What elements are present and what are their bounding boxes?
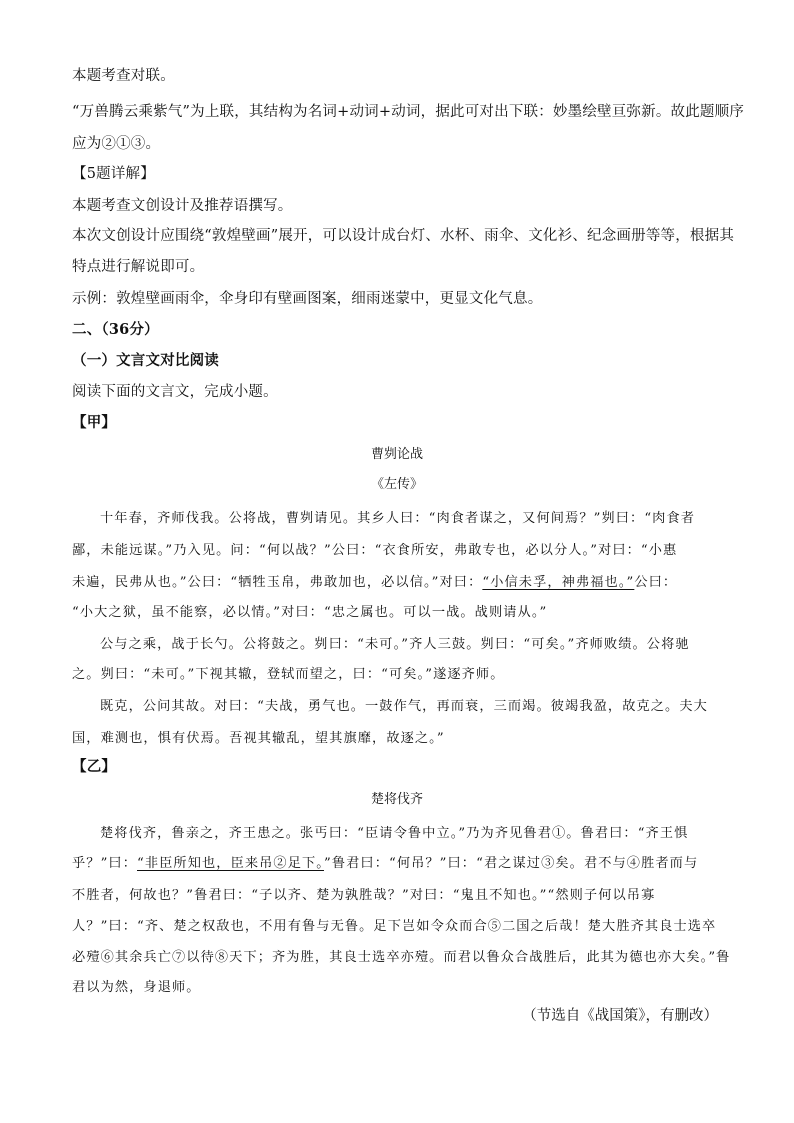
underlined-sentence: “非臣所知也，臣来吊②足下。 [137,856,324,871]
text-line: 本题考查对联。 [72,68,175,84]
passage-title-jia: 曹刿论战 [370,447,423,462]
subsection-heading: （一）文言文对比阅读 [72,352,219,369]
passage-line: 公与之乘，战于长勺。公将鼓之。刿曰：“未可。”齐人三鼓。刿曰：“可矣。”齐师败绩。公将驰 [100,637,690,652]
passage-line [72,571,677,590]
passage-line: 楚将伐齐，鲁亲之，齐王患之。张丐曰：“臣请令鲁中立。”乃为齐见鲁君①。鲁君曰：“齐王惧 [100,826,689,841]
underlined-sentence: “小信未孚，神弗福也。” [482,575,635,590]
passage-title-yi: 楚将伐齐 [370,792,423,807]
passage-text: 公曰： [634,575,678,590]
passage-line: 既克，公问其故。对曰：“夫战，勇气也。一鼓作气，再而衰，三而竭。彼竭我盈，故克之。夫大 [100,699,708,714]
passage-line: 不胜者，何故也？”鲁君曰：“子以齐、楚为孰胜哉？”对曰：“鬼且不知也。”“然则子何以吊寡 [72,888,656,903]
text-line: 应为②①③。 [72,136,161,152]
text-line: 本题考查文创设计及推荐语撰写。 [72,198,293,214]
passage-line: 之。刿曰：“未可。”下视其辙，登轼而望之，曰：“可矣。”遂逐齐师。 [72,667,505,682]
passage-line: 十年春，齐师伐我。公将战，曹刿请见。其乡人曰：“肉食者谋之，又何间焉？”刿曰：“肉食者 [100,511,696,526]
passage-line [72,852,698,871]
instruction-text: 阅读下面的文言文，完成小题。 [72,384,278,400]
passage-line: 君以为然，身退师。 [72,980,201,995]
passage-text: ”鲁君曰：“何吊？”曰：“君之谋过③矣。君不与④胜者而与 [323,856,699,871]
passage-line: 必殪⑥其余兵亡⑦以待⑧天下；齐为胜，其良士选卒亦殪。而君以鲁众合战胜后，此其为德也亦大矣。”鲁 [72,950,731,965]
passage-label-yi: 【乙】 [72,758,117,775]
passage-line: “小大之狱，虽不能察，必以情。”对曰：“忠之属也。可以一战。战则请从。” [72,605,548,620]
passage-line: 国，难测也，惧有伏焉。吾视其辙乱，望其旗靡，故逐之。” [72,731,445,746]
text-line: 特点进行解说即可。 [72,259,205,275]
question-heading: 【5题详解】 [72,166,155,182]
passage-text: 未遍，民弗从也。”公曰：“牺牲玉帛，弗敢加也，必以信。”对曰： [72,575,483,590]
section-heading: 二、（36分） [72,321,159,338]
passage-line: 鄙，未能远谋。”乃入见。问：“何以战？”公曰：“衣食所安，弗敢专也，必以分人。”对曰：“小惠 [72,543,678,558]
passage-source-yi: （节选自《战国策》，有删改） [522,1008,718,1024]
passage-source-jia: 《左传》 [370,477,423,492]
passage-text: 乎？”曰： [72,856,137,871]
text-line: “万兽腾云乘紫气”为上联，其结构为名词+动词+动词，据此可对出下联：妙墨绘壁亘弥新。故此题顺序 [72,104,745,120]
example-text: 示例：敦煌壁画雨伞，伞身印有壁画图案，细雨迷蒙中，更显文化气息。 [72,291,543,307]
passage-label-jia: 【甲】 [72,414,117,431]
text-line: 本次文创设计应围绕“敦煌壁画”展开，可以设计成台灯、水杯、雨伞、文化衫、纪念画册等等，根据其 [72,228,735,244]
passage-line: 人？”曰：“齐、楚之权敌也，不用有鲁与无鲁。足下岂如令众而合⑤二国之后哉！楚大胜齐其良士选卒 [72,919,717,934]
